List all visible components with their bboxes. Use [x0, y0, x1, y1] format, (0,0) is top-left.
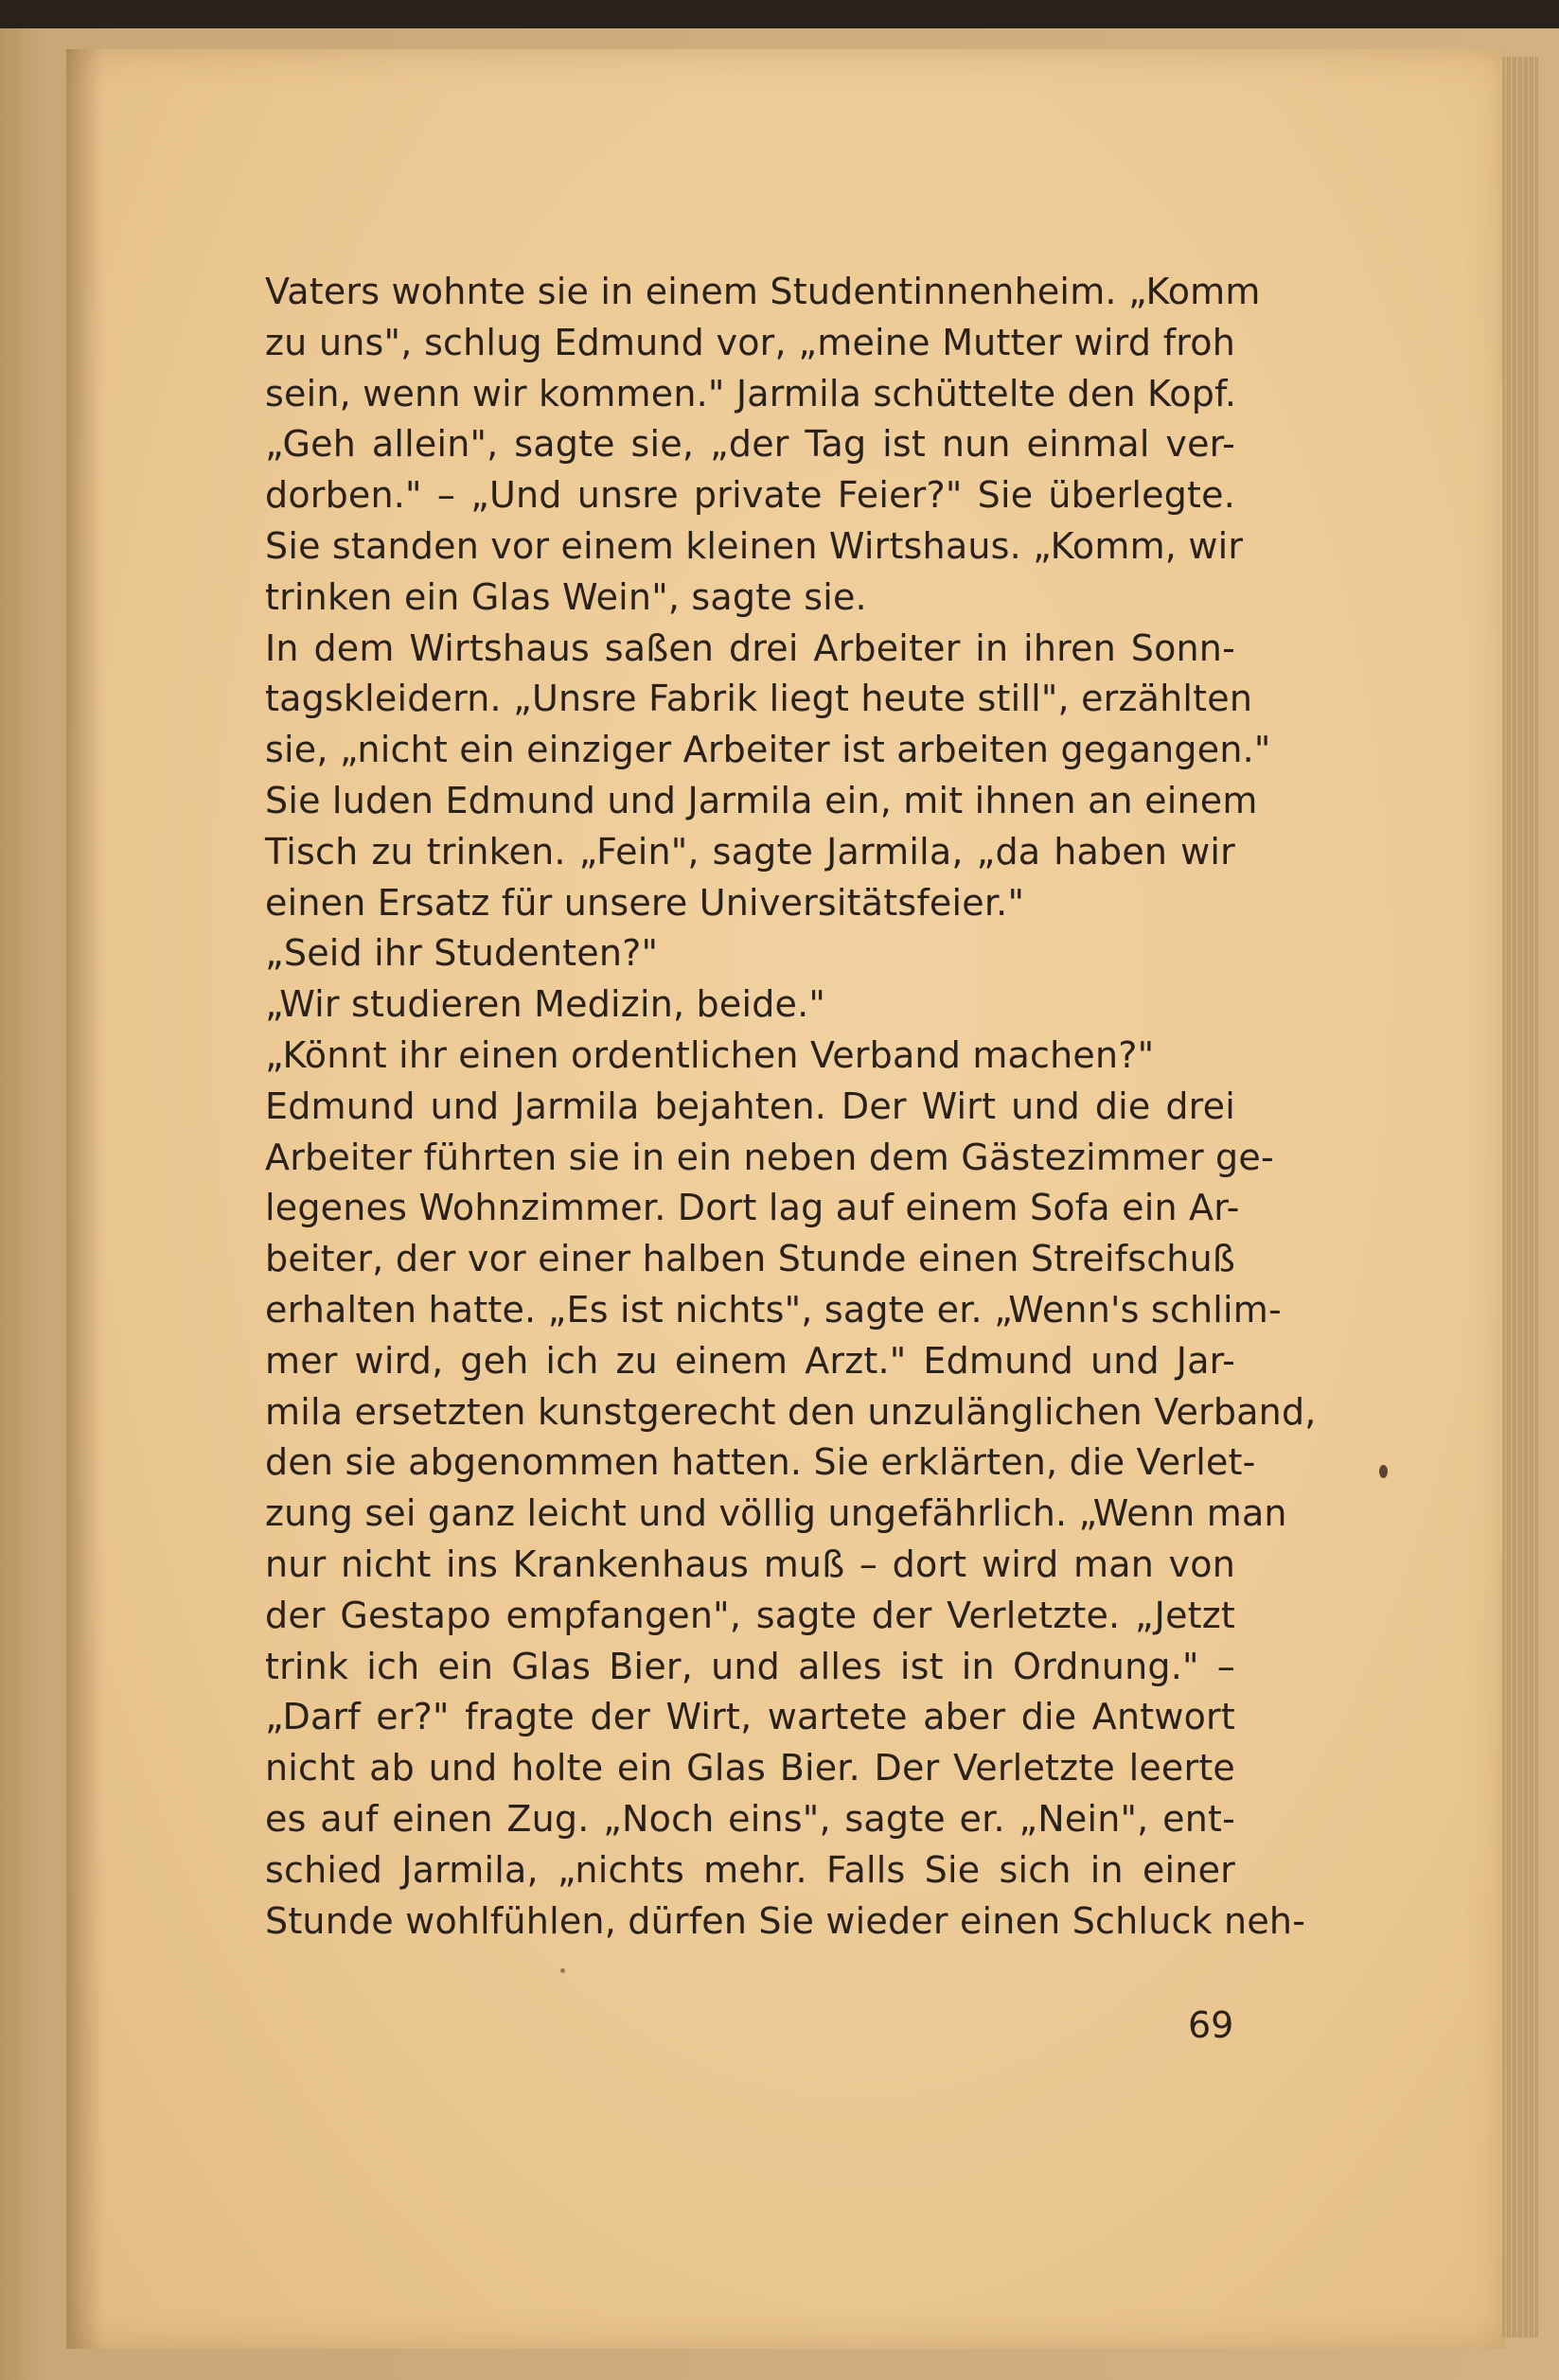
text-line: „Könnt ihr einen ordentlichen Verband machen?": [265, 1033, 1155, 1076]
text-line: Sie luden Edmund und Jarmila ein, mit ihnen an einem: [265, 779, 1258, 821]
text-line: mila ersetzten kunstgerecht den unzulänglichen Verband,: [265, 1390, 1317, 1433]
page-edges: [1502, 57, 1538, 2337]
text-line: Tisch zu trinken. „Fein", sagte Jarmila, „da haben wir: [265, 830, 1235, 873]
text-line: Arbeiter führten sie in ein neben dem Gästezimmer ge-: [265, 1136, 1274, 1178]
page-gutter-shadow: [66, 49, 104, 2349]
text-line: Edmund und Jarmila bejahten. Der Wirt und die drei: [265, 1084, 1235, 1127]
text-line: Sie standen vor einem kleinen Wirtshaus. „Komm, wir: [265, 524, 1244, 567]
text-line: „Seid ihr Studenten?": [265, 932, 659, 975]
text-line: „Wir studieren Medizin, beide.": [265, 983, 826, 1026]
ink-speck: [560, 1968, 565, 1973]
text-line: es auf einen Zug. „Noch eins", sagte er. „Nein", ent-: [265, 1797, 1235, 1840]
ink-speck: [1379, 1465, 1388, 1478]
text-line: erhalten hatte. „Es ist nichts", sagte er. „Wenn's schlim-: [265, 1288, 1282, 1331]
page-number: 69: [1188, 2004, 1234, 2046]
text-line: mer wird, geh ich zu einem Arzt." Edmund und Jar-: [265, 1339, 1235, 1382]
text-line: In dem Wirtshaus saßen drei Arbeiter in ihren Sonn-: [265, 626, 1235, 669]
text-line: trink ich ein Glas Bier, und alles ist in Ordnung." –: [265, 1645, 1235, 1687]
text-line: der Gestapo empfangen", sagte der Verletzte. „Jetzt: [265, 1594, 1235, 1636]
text-line: trinken ein Glas Wein", sagte sie.: [265, 575, 867, 618]
text-line: den sie abgenommen hatten. Sie erklärten, die Verlet-: [265, 1441, 1256, 1484]
text-line: sein, wenn wir kommen." Jarmila schüttelte den Kopf.: [265, 372, 1237, 414]
text-line: schied Jarmila, „nichts mehr. Falls Sie sich in einer: [265, 1848, 1235, 1891]
text-line: „Geh allein", sagte sie, „der Tag ist nun einmal ver-: [265, 423, 1235, 466]
text-line: dorben." – „Und unsre private Feier?" Sie überlegte.: [265, 474, 1235, 517]
text-line: tagskleidern. „Unsre Fabrik liegt heute still", erzählten: [265, 678, 1253, 720]
text-line: legenes Wohnzimmer. Dort lag auf einem Sofa ein Ar-: [265, 1187, 1240, 1229]
text-line: „Darf er?" fragte der Wirt, wartete aber die Antwort: [265, 1696, 1235, 1738]
text-line: Vaters wohnte sie in einem Studentinnenheim. „Komm: [265, 271, 1261, 312]
text-line: beiter, der vor einer halben Stunde einen Streifschuß: [265, 1238, 1235, 1280]
body-text: [265, 267, 1317, 1947]
text-line: nicht ab und holte ein Glas Bier. Der Verletzte leerte: [265, 1747, 1235, 1789]
text-line: zu uns", schlug Edmund vor, „meine Mutter wird froh: [265, 321, 1235, 363]
text-line: einen Ersatz für unsere Universitätsfeier.": [265, 881, 1025, 924]
text-line: nur nicht ins Krankenhaus muß – dort wird man von: [265, 1543, 1235, 1585]
text-line: Stunde wohlfühlen, dürfen Sie wieder einen Schluck neh-: [265, 1899, 1306, 1942]
text-line: zung sei ganz leicht und völlig ungefährlich. „Wenn man: [265, 1492, 1287, 1535]
text-line: sie, „nicht ein einziger Arbeiter ist arbeiten gegangen.": [265, 729, 1271, 771]
